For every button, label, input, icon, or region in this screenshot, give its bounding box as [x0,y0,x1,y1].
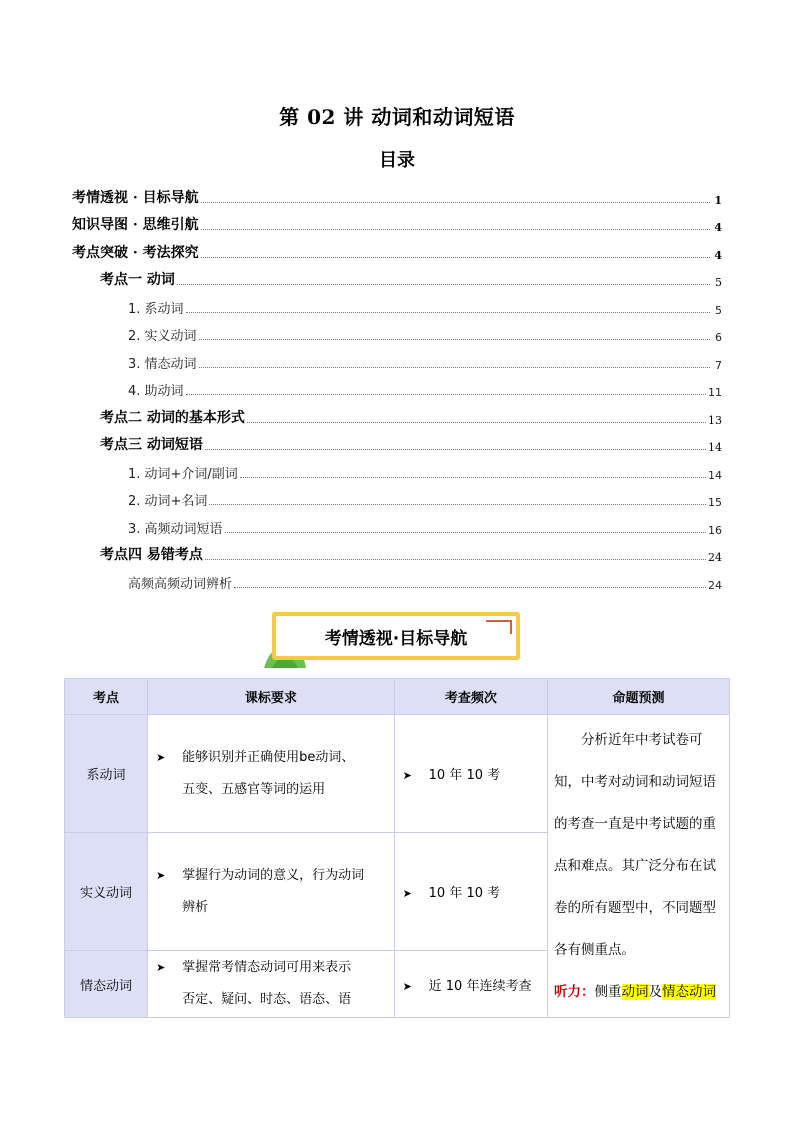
toc-entry-page: 16 [708,523,722,537]
toc-entry[interactable] [72,347,722,375]
toc-entry-label: 3. 情态动词 [128,356,197,372]
toc-leader-dots [247,422,706,423]
arrow-bullet-icon: ➤ [402,887,412,900]
toc-entry-page: 1 [714,193,722,207]
toc-entry-label: 考点四 易错考点 [100,547,203,563]
topic-cell: 实义动词 [65,833,148,951]
toc-entry-page: 24 [708,578,722,592]
toc-entry-page: 5 [715,303,722,317]
arrow-bullet-icon: ➤ [156,750,166,764]
arrow-bullet-icon: ➤ [402,979,412,993]
toc-entry-page: 24 [708,551,722,564]
topic-cell: 情态动词 [65,951,148,1018]
table-row [65,715,730,833]
banner-accent [510,620,512,634]
toc-entry-page: 14 [708,468,722,482]
header-frequency: 考查频次 [394,679,547,715]
section-banner [262,610,526,670]
toc-entry-page: 14 [708,441,722,454]
toc-heading: 目录 [379,150,415,171]
banner-accent-line [486,620,512,622]
toc-entry[interactable] [72,402,722,430]
page-title: 第 02 讲 动词和动词短语 [279,105,515,129]
toc-entry-page: 4 [714,248,722,262]
toc-entry-label: 3. 高频动词短语 [128,521,223,537]
table-header-row [65,679,730,715]
toc-entry-page: 13 [708,413,722,427]
toc-entry-page: 6 [715,331,722,344]
requirement-cell: ➤ 掌握行为动词的意义，行为动词 辨析 [148,833,395,951]
arrow-bullet-icon: ➤ [156,868,166,882]
toc-leader-dots [201,257,710,258]
toc-entry[interactable] [72,540,722,568]
toc-entry-page: 4 [714,221,722,234]
toc-entry-label: 2. 实义动词 [128,329,197,344]
prediction-cell [548,715,730,1018]
toc-leader-dots [177,284,710,285]
toc-entry[interactable] [72,375,722,403]
toc-leader-dots [225,532,706,533]
toc-leader-dots [205,449,706,450]
toc-leader-dots [199,339,710,340]
toc-entry-label: 知识导图 · 思维引航 [72,217,199,233]
toc-entry-label: 考点三 动词短语 [100,437,203,453]
toc-entry[interactable] [72,265,722,293]
toc-entry-label: 考点二 动词的基本形式 [100,409,245,426]
prediction-text: 分析近年中考试卷可知，中考对动词和动词短语的考查一直是中考试题的重点和难点。其广泛分布在试卷的所有题型中，不同题型各有侧重点。 [554,732,716,958]
toc-leader-dots [186,394,706,395]
toc-entry[interactable] [72,292,722,320]
requirement-cell: ➤ 能够识别并正确使用be动词、 五变、五感官等词的运用 [148,715,395,833]
header-prediction: 命题预测 [548,679,730,715]
toc-entry-label: 2. 动词+名词 [128,494,208,509]
toc-entry-label: 考点突破 · 考法探究 [72,244,199,261]
toc-leader-dots [199,367,710,368]
arrow-bullet-icon: ➤ [402,769,412,782]
header-topic: 考点 [65,679,148,715]
toc-entry[interactable] [72,567,722,595]
frequency-cell: ➤ 10 年 10 考 [394,715,547,833]
toc-entry[interactable] [72,182,722,210]
toc-entry[interactable] [72,485,722,513]
toc-leader-dots [205,559,706,560]
toc-entry-label: 4. 助动词 [128,384,184,399]
toc-entry[interactable] [72,512,722,540]
requirement-cell: ➤ 掌握常考情态动词可用来表示 否定、疑问、时态、语态、语 [148,951,395,1018]
toc-entry[interactable] [72,457,722,485]
toc-entry[interactable] [72,320,722,348]
toc-entry[interactable] [72,210,722,238]
toc-entry-label: 考点一 动词 [100,272,175,288]
header-requirement: 课标要求 [148,679,395,715]
toc-entry-label: 考情透视 · 目标导航 [72,189,199,206]
toc-entry-page: 5 [715,276,722,289]
frequency-cell: ➤ 10 年 10 考 [394,833,547,951]
toc-leader-dots [240,477,706,478]
topic-cell: 系动词 [65,715,148,833]
toc-entry-label: 1. 动词+介词/副词 [128,466,238,482]
toc-entry[interactable] [72,430,722,458]
toc-entry-label: 1. 系动词 [128,301,184,317]
toc-entry-page: 11 [708,386,722,399]
listening-note: 听力：侧重动词及情态动词 [554,984,716,1000]
toc-entry[interactable] [72,237,722,265]
toc-entry-page: 7 [715,358,722,372]
exam-analysis-table [64,678,730,1018]
toc-entry-page: 15 [708,496,722,509]
toc-entry-label: 高频高频动词辨析 [128,576,233,592]
toc-leader-dots [209,504,706,505]
toc-leader-dots [234,587,706,588]
table-of-contents [72,182,722,595]
toc-leader-dots [201,229,710,230]
frequency-cell: ➤ 近 10 年连续考查 [394,951,547,1018]
banner-title: 考情透视·目标导航 [276,616,516,656]
toc-leader-dots [201,202,710,203]
toc-leader-dots [186,312,710,313]
arrow-bullet-icon: ➤ [156,961,166,974]
